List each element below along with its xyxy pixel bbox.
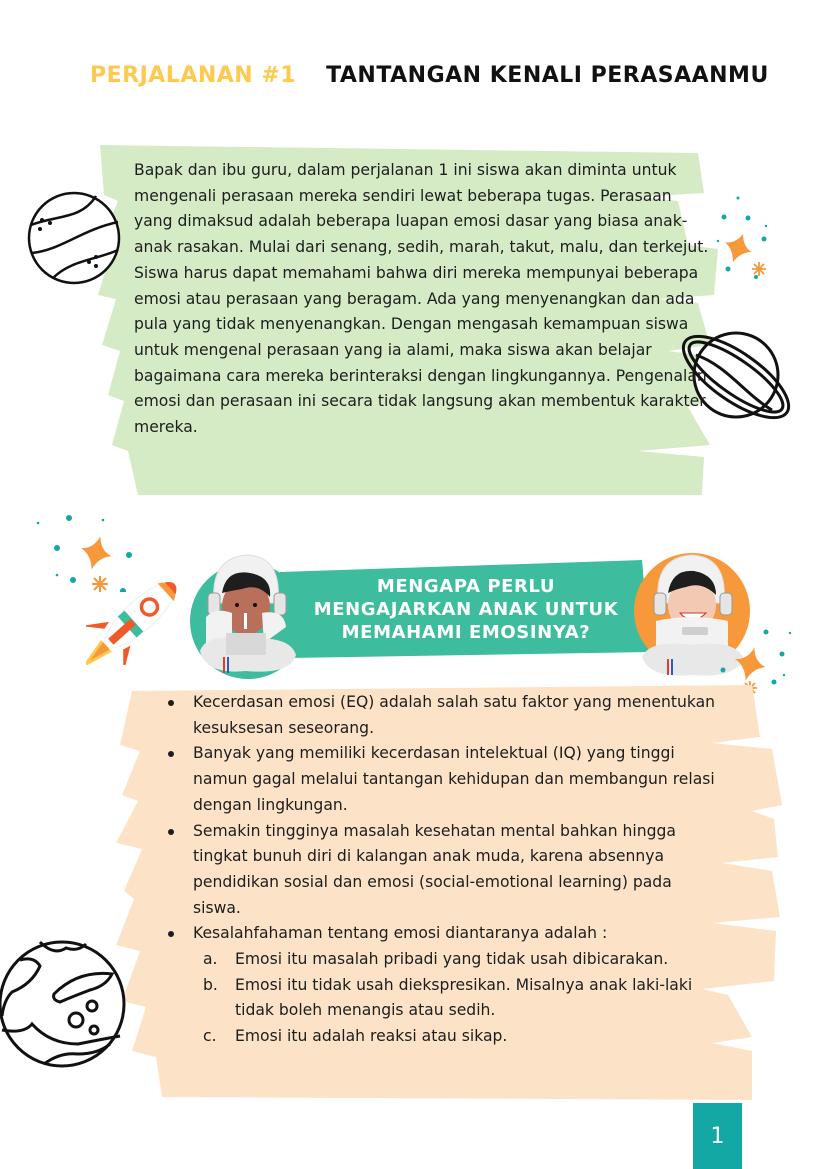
intro-paragraph: Bapak dan ibu guru, dalam perjalanan 1 ini siswa akan diminta untuk mengenali perasaan mereka sendiri lewat beberapa tugas. Perasaan yang dimaksud adalah beberapa luapan emosi dasar yang biasa anak-anak rasakan. Mulai dari senang, sedih, marah, takut, malu, dan terkejut. Siswa harus dapat memahami bahwa diri mereka mempunyai beberapa emosi atau perasaan yang beragam. Ada yang menyenangkan dan ada pula yang tidak menyenangkan. Dengan mengasah kemampuan siswa untuk mengenal perasaan yang ia alami, maka siswa akan belajar bagaimana cara mereka berinteraksi dengan lingkungannya. Pengenalan emosi dan perasaan ini secara tidak langsung akan membentuk karakter mereka.	[134, 161, 709, 437]
sublist-item	[203, 973, 720, 1024]
list-item	[160, 921, 720, 1050]
list-item-text: Kesalahfahaman tentang emosi diantaranya adalah :	[193, 924, 608, 943]
banner-line-2: MENGAJARKAN ANAK UNTUK	[313, 599, 619, 620]
page-header	[90, 58, 770, 92]
section-banner-heading	[296, 575, 636, 644]
sublist-marker: a.	[203, 950, 218, 969]
sublist-marker: b.	[203, 975, 218, 994]
rocket-icon	[86, 570, 192, 665]
cratered-planet-icon	[0, 934, 128, 1076]
sublist-item	[203, 1024, 720, 1050]
sublist-text: Emosi itu masalah pribadi yang tidak usah dibicarakan.	[235, 950, 669, 969]
reasons-list	[160, 690, 720, 1050]
sublist-marker: c.	[203, 1027, 217, 1046]
misconceptions-sublist	[193, 947, 720, 1050]
astronaut-boy-illustration	[186, 547, 306, 682]
sparkles-decoration-icon	[716, 195, 786, 285]
striped-planet-icon	[26, 190, 122, 286]
page-number-badge: 1	[693, 1103, 742, 1169]
sublist-text: Emosi itu adalah reaksi atau sikap.	[235, 1027, 508, 1046]
list-item: Semakin tingginya masalah kesehatan mental bahkan hingga tingkat bunuh diri di kalangan anak muda, karena absennya pendidikan sosial dan emosi (social-emotional learning) pada siswa.	[160, 819, 720, 922]
sublist-text: Emosi itu tidak usah diekspresikan. Misalnya anak laki-laki tidak boleh menangis atau sedih.	[235, 975, 693, 1020]
page-title: TANTANGAN KENALI PERASAANMU	[326, 62, 769, 88]
journey-label: PERJALANAN #1	[90, 62, 297, 88]
sublist-item	[203, 947, 720, 973]
banner-line-3: MEMAHAMI EMOSINYA?	[341, 622, 591, 643]
list-item: Kecerdasan emosi (EQ) adalah salah satu faktor yang menentukan kesuksesan seseorang.	[160, 690, 720, 741]
list-item: Banyak yang memiliki kecerdasan intelektual (IQ) yang tinggi namun gagal melalui tantangan kehidupan dan membangun relasi dengan lingkungan.	[160, 741, 720, 818]
banner-line-1: MENGAPA PERLU	[376, 576, 556, 597]
